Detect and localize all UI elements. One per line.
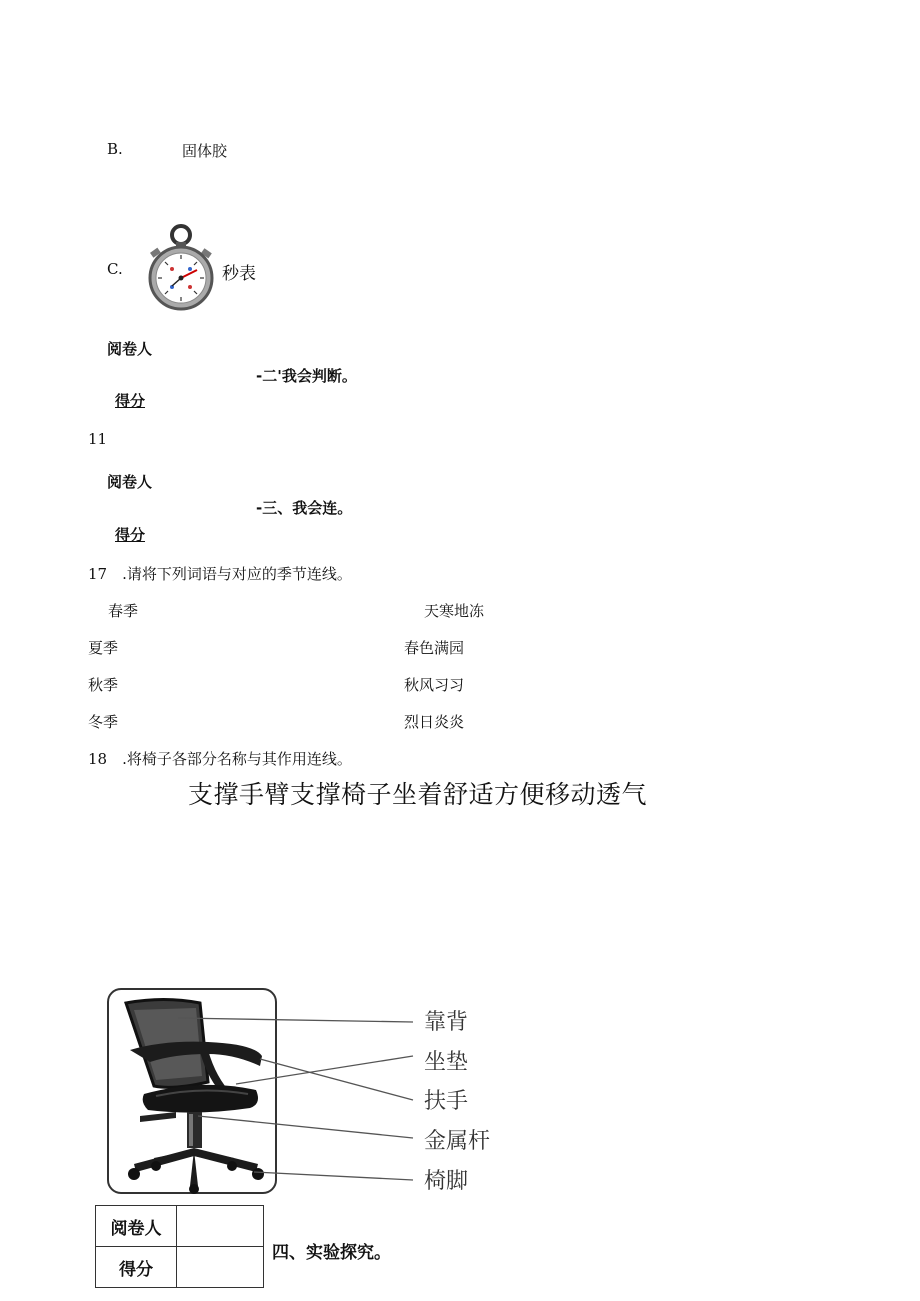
season-item[interactable]: 冬季 (88, 713, 119, 731)
grader-label: 阅卷人 (107, 473, 153, 491)
grader-label: 阅卷人 (107, 340, 153, 358)
stopwatch-icon (136, 218, 220, 314)
question-number: 11 (88, 430, 108, 448)
chair-part-label: 椅脚 (424, 1169, 469, 1194)
score-label: 得分 (115, 392, 146, 410)
grader-cell: 阅卷人 (96, 1206, 177, 1247)
description-item[interactable]: 天寒地冻 (424, 602, 485, 620)
chair-functions-text: 支撑手臂支撑椅子坐着舒适方便移动透气 (188, 780, 648, 809)
score-label: 得分 (115, 526, 146, 544)
option-b-letter: B. (107, 140, 123, 158)
option-c-text: 秒表 (222, 264, 256, 284)
grader-value-cell[interactable] (177, 1206, 264, 1247)
description-item[interactable]: 烈日炎炎 (404, 713, 465, 731)
chair-part-label: 靠背 (424, 1010, 469, 1035)
description-item[interactable]: 春色满园 (404, 639, 465, 657)
question-18-prompt: 18 .将椅子各部分名称与其作用连线。 (88, 750, 352, 768)
score-table (95, 1205, 264, 1288)
season-item[interactable]: 秋季 (88, 676, 119, 694)
option-c-letter: C. (107, 260, 123, 278)
chair-part-label: 坐垫 (424, 1050, 469, 1075)
section4-title: 四、实验探究。 (272, 1243, 391, 1263)
question-17-prompt: 17 .请将下列词语与对应的季节连线。 (88, 565, 352, 583)
chair-part-label: 金属杆 (424, 1129, 491, 1154)
season-item[interactable]: 春季 (108, 602, 139, 620)
description-item[interactable]: 秋风习习 (404, 676, 465, 694)
option-b-text: 固体胶 (182, 142, 228, 160)
chair-part-label: 扶手 (424, 1089, 469, 1114)
section3-title: -三、我会连。 (256, 499, 353, 517)
section2-title: -二'我会判断。 (256, 367, 357, 385)
score-cell: 得分 (96, 1247, 177, 1288)
score-value-cell[interactable] (177, 1247, 264, 1288)
chair-diagram (104, 986, 504, 1204)
season-item[interactable]: 夏季 (88, 639, 119, 657)
